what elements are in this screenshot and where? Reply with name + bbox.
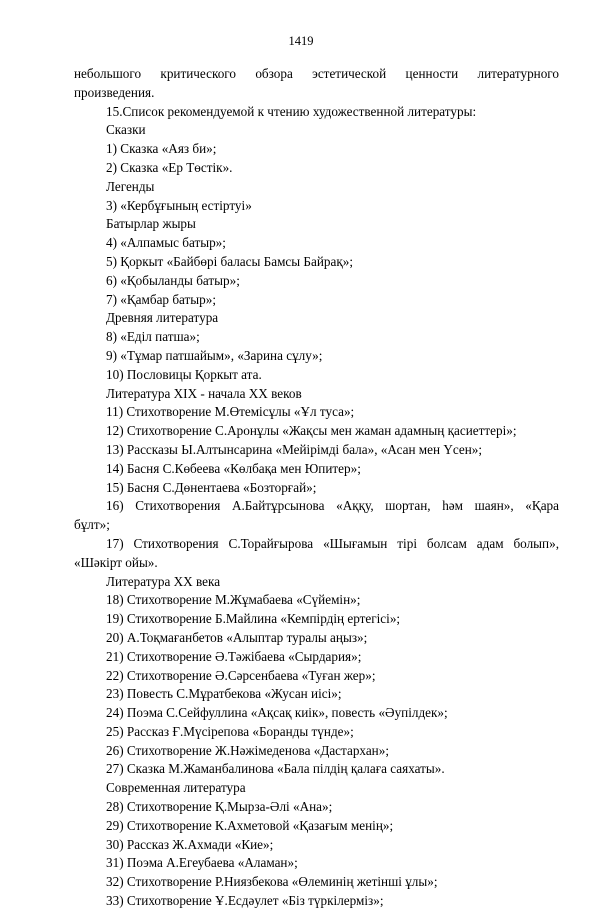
text-line: 17) Стихотворения С.Торайғырова «Шығамын тірі болсам адам болып»,	[106, 535, 559, 551]
text-line: произведения.	[74, 84, 155, 100]
text-line: бұлт»;	[74, 517, 110, 533]
text-line: Легенды	[106, 178, 155, 194]
text-line: 32) Стихотворение Р.Ниязбекова «Өлеминің жетінші ұлы»;	[106, 874, 438, 890]
text-line: 25) Рассказ Ғ.Мүсірепова «Боранды түнде»;	[106, 723, 354, 739]
text-line: Современная литература	[106, 780, 246, 796]
text-line: 2) Сказка «Ер Төстік».	[106, 159, 233, 175]
text-line: 23) Повесть С.Мұратбекова «Жусан иісі»;	[106, 686, 342, 702]
text-line: 28) Стихотворение Қ.Мырза-Әлі «Ана»;	[106, 799, 333, 815]
text-line: 13) Рассказы Ы.Алтынсарина «Мейірімді бала», «Асан мен Үсен»;	[106, 441, 483, 457]
text-line: 24) Поэма С.Сейфуллина «Ақсақ киік», повесть «Әупілдек»;	[106, 705, 448, 721]
text-line: 9) «Тұмар патшайым», «Зарина сұлу»;	[106, 347, 323, 363]
text-line: 16) Стихотворения А.Байтұрсынова «Аққу, шортан, һәм шаян», «Қара	[106, 498, 559, 514]
text-line: 10) Пословицы Қоркыт ата.	[106, 366, 262, 382]
text-line: Древняя литература	[106, 310, 219, 326]
text-line: Сказки	[106, 122, 146, 138]
text-line: 5) Қоркыт «Байбөрі баласы Бамсы Байрақ»;	[106, 253, 354, 269]
text-line: 29) Стихотворение К.Ахметовой «Қазағым менің»;	[106, 817, 394, 833]
text-line: 27) Сказка М.Жаманбалинова «Бала пілдің қалаға саяхаты».	[106, 761, 445, 777]
text-line: 26) Стихотворение Ж.Нәжімеденова «Дастархан»;	[106, 742, 389, 758]
text-line: 18) Стихотворение М.Жұмабаева «Сүйемін»;	[106, 592, 361, 608]
text-line: 15) Басня С.Дөнентаева «Бозторғай»;	[106, 479, 317, 495]
text-line: 11) Стихотворение М.Өтемісұлы «Ұл туса»;	[106, 404, 355, 420]
document-body	[74, 65, 559, 911]
page-number: 1419	[288, 34, 314, 48]
text-line: Батырлар жыры	[106, 216, 196, 232]
text-line: 31) Поэма А.Егеубаева «Аламан»;	[106, 855, 298, 871]
text-line: 12) Стихотворение С.Аронұлы «Жақсы мен жаман адамның қасиеттері»;	[106, 423, 517, 439]
text-line: 8) «Еділ патша»;	[106, 329, 200, 345]
text-line: Литература XX века	[106, 573, 221, 589]
text-line: 21) Стихотворение Ә.Тәжібаева «Сырдария»;	[106, 648, 362, 664]
text-line: 20) А.Тоқмағанбетов «Алыптар туралы аңыз»;	[106, 629, 368, 645]
text-line: небольшого критического обзора эстетической ценности литературного	[74, 66, 559, 81]
text-line: 3) «Кербұғының естіртуі»	[106, 197, 252, 213]
text-line: 1) Сказка «Аяз би»;	[106, 141, 217, 157]
text-line: 15.Список рекомендуемой к чтению художественной литературы:	[106, 103, 477, 119]
text-line: 6) «Қобыланды батыр»;	[106, 272, 240, 288]
text-line: 4) «Алпамыс батыр»;	[106, 235, 226, 251]
text-line: «Шәкірт ойы».	[74, 554, 158, 570]
text-line: 7) «Қамбар батыр»;	[106, 291, 217, 307]
text-line: 30) Рассказ Ж.Ахмади «Кие»;	[106, 836, 274, 852]
text-line: 14) Басня С.Көбеева «Көлбақа мен Юпитер»;	[106, 460, 361, 476]
text-line: 33) Стихотворение Ұ.Есдәулет «Біз түркілерміз»;	[106, 893, 384, 909]
text-line: Литература XIX - начала XX веков	[106, 385, 302, 401]
text-line: 19) Стихотворение Б.Майлина «Кемпірдің ертегісі»;	[106, 611, 401, 627]
text-line: 22) Стихотворение Ә.Сәрсенбаева «Туған жер»;	[106, 667, 376, 683]
